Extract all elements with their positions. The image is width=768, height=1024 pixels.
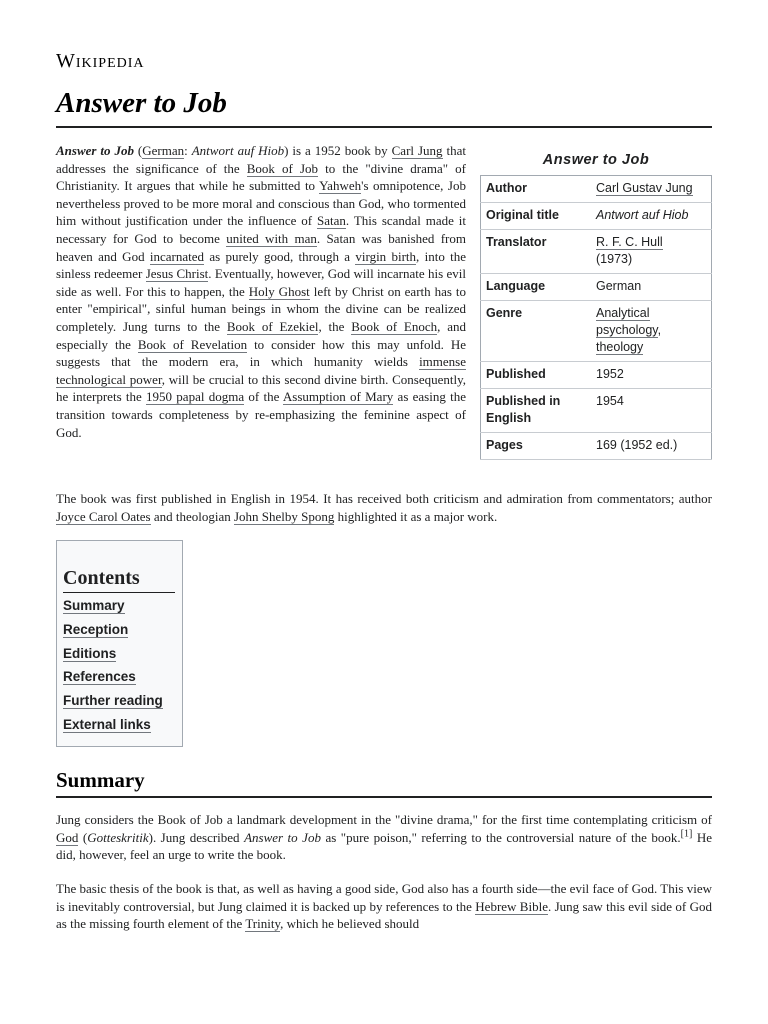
link-immense-technological-power[interactable]: immense technological power [56, 354, 466, 387]
link-assumption-of-mary[interactable]: Assumption of Mary [282, 389, 394, 405]
infobox-value [591, 301, 712, 362]
text-run: as easing the transition towards completeness by re-emphasizing the feminine aspect of God. [56, 389, 466, 440]
text-run: ( [78, 829, 88, 845]
lead-bold-title: Answer to Job [56, 143, 134, 158]
toc-item-further-reading[interactable] [63, 693, 182, 717]
text-run: . Jung saw this evil side of God as the missing fourth element of the [56, 898, 713, 932]
table-of-contents [56, 540, 183, 747]
text-run: . This scandal made it necessary for God to become [56, 213, 466, 246]
section-heading-summary: Summary [56, 768, 145, 792]
link-author[interactable]: Carl Gustav Jung [596, 181, 693, 195]
text-run: He did, however, feel an urge to write the book. [56, 829, 712, 863]
text-run: 's omnipotence, Job nevertheless proved to be more moral and conscious than God, who tormented him without justification under the influence of [56, 178, 466, 229]
toc-item-reception[interactable] [63, 622, 182, 646]
infobox-row-published [481, 362, 712, 389]
toc-item-label: External links [63, 716, 151, 732]
infobox-label: Published in English [481, 389, 592, 433]
text-run: to the "divine drama" of Christianity. It argues that while he submitted to [56, 160, 466, 194]
toc-item-label: Summary [63, 598, 125, 613]
infobox-value: German [591, 274, 712, 301]
link-jesus-christ[interactable]: Jesus Christ [145, 266, 209, 282]
book-title-italic: Answer to Job [244, 829, 321, 845]
infobox-label: Genre [481, 301, 592, 362]
link-book-of-ezekiel[interactable]: Book of Ezekiel [226, 318, 319, 334]
link-john-shelby-spong[interactable]: John Shelby Spong [234, 508, 335, 524]
text-run: The basic thesis of the book is that, as well as having a good side, God also has a fourth side—the evil face of God. This view is inevitably controversial, but Jung claimed it is backed up by references to the [56, 881, 712, 914]
genre-separator: , [657, 323, 662, 337]
infobox [480, 148, 712, 460]
infobox-row-translator [481, 230, 712, 274]
link-analytical-psychology[interactable]: Analytical psychology [596, 306, 658, 337]
text-run: to consider how this may unfold. He suggests that the modern era, in which humanity wields [56, 336, 466, 370]
link-virgin-birth[interactable]: virgin birth [355, 248, 417, 264]
infobox-label: Translator [481, 230, 592, 274]
link-joyce-carol-oates[interactable]: Joyce Carol Oates [56, 508, 151, 524]
text-run: as "pure poison," referring to the controversial nature of the book. [320, 829, 681, 845]
toc-item-summary[interactable] [63, 598, 182, 622]
link-trinity[interactable]: Trinity [245, 916, 281, 932]
toc-list [63, 598, 182, 741]
title-divider [56, 126, 712, 128]
infobox-value [591, 203, 712, 230]
wordmark-text: Wikipedia [56, 50, 145, 72]
infobox-value: 169 (1952 ed.) [591, 433, 712, 460]
text-run: , and especially the [56, 318, 467, 352]
link-book-of-job[interactable]: Book of Job [246, 160, 319, 176]
infobox-row-published-english [481, 389, 712, 433]
text-run: ) is a 1952 book by [284, 143, 392, 158]
text-run: ( [133, 143, 143, 158]
text-run: The book was first published in English in 1954. It has received both criticism and admiration from commentators; author [56, 491, 712, 506]
link-hebrew-bible[interactable]: Hebrew Bible [475, 898, 548, 914]
toc-item-editions[interactable] [63, 646, 182, 670]
translator-year: (1973) [596, 252, 633, 266]
toc-item-label: Editions [63, 645, 117, 661]
infobox-value [591, 176, 712, 203]
infobox-title: Answer to Job [542, 152, 650, 168]
link-united-with-man[interactable]: united with man [226, 230, 317, 246]
infobox-row-genre [481, 301, 712, 362]
infobox-label: Published [481, 362, 592, 389]
infobox-label: Language [481, 274, 592, 301]
infobox-table [480, 175, 712, 460]
toc-item-external-links[interactable] [63, 717, 182, 741]
summary-paragraph-2 [56, 880, 712, 933]
link-book-of-revelation[interactable]: Book of Revelation [137, 336, 248, 352]
infobox-value: 1954 [591, 389, 712, 433]
page-title: Answer to Job [56, 87, 227, 119]
link-yahweh[interactable]: Yahweh [319, 178, 362, 194]
link-theology[interactable]: theology [596, 340, 644, 354]
toc-item-label: Further reading [63, 693, 163, 709]
link-god[interactable]: God [56, 829, 79, 845]
text-run: Jung considers the Book of Job a landmark development in the "divine drama," for the first time contemplating criticism of [56, 812, 712, 827]
infobox-row-original-title [481, 203, 712, 230]
infobox-row-author [481, 176, 712, 203]
reference-1[interactable]: [1] [680, 828, 693, 840]
wikipedia-wordmark[interactable] [56, 50, 145, 73]
gotteskritik: Gotteskritik [87, 829, 149, 845]
link-satan[interactable]: Satan [317, 213, 346, 229]
german-title: Antwort auf Hiob [191, 143, 285, 158]
text-run: ). Jung described [148, 829, 245, 845]
link-translator[interactable]: R. F. C. Hull [596, 235, 663, 249]
text-run: . Satan was banished from heaven and God [56, 230, 466, 264]
toc-title: Contents [63, 567, 175, 593]
link-1950-papal-dogma[interactable]: 1950 papal dogma [146, 389, 245, 405]
infobox-value: 1952 [591, 362, 712, 389]
text-run: : [184, 143, 192, 158]
text-run: left by Christ on earth has to enter "empirical", sinful human beings in whom the divine can be realized completely. Jung turns to the [56, 283, 467, 334]
text-run: of the [244, 389, 283, 405]
text-run: highlighted it as a major work. [334, 508, 498, 524]
link-german[interactable]: German [142, 143, 185, 158]
toc-item-label: Reception [63, 621, 129, 637]
infobox-label: Original title [481, 203, 592, 230]
text-run: , will be crucial to this second divine birth. Consequently, he interprets the [56, 371, 466, 405]
toc-item-label: References [63, 669, 136, 685]
text-run: as purely good, through a [204, 248, 356, 264]
text-run: that addresses the significance of the [56, 143, 466, 176]
text-run: , into the sinless redeemer [56, 248, 467, 282]
infobox-row-pages [481, 433, 712, 460]
text-run: and theologian [150, 508, 234, 524]
link-book-of-enoch[interactable]: Book of Enoch [351, 318, 438, 334]
link-holy-ghost[interactable]: Holy Ghost [248, 283, 310, 299]
section-divider [56, 796, 712, 798]
toc-item-references[interactable] [63, 669, 182, 693]
lead-paragraph [56, 142, 466, 441]
text-run: , the [318, 318, 352, 334]
text-run: , which he believed should [280, 916, 420, 932]
infobox-label: Author [481, 176, 592, 203]
text-run: . Eventually, however, God will incarnate his evil side as well. For this to happen, the [56, 266, 467, 299]
infobox-row-language [481, 274, 712, 301]
link-carl-jung[interactable]: Carl Jung [391, 143, 443, 158]
original-title-value: Antwort auf Hiob [596, 208, 689, 222]
infobox-label: Pages [481, 433, 592, 460]
summary-paragraph-1 [56, 811, 712, 864]
second-paragraph [56, 490, 712, 525]
infobox-value [591, 230, 712, 274]
link-incarnated[interactable]: incarnated [149, 248, 205, 264]
